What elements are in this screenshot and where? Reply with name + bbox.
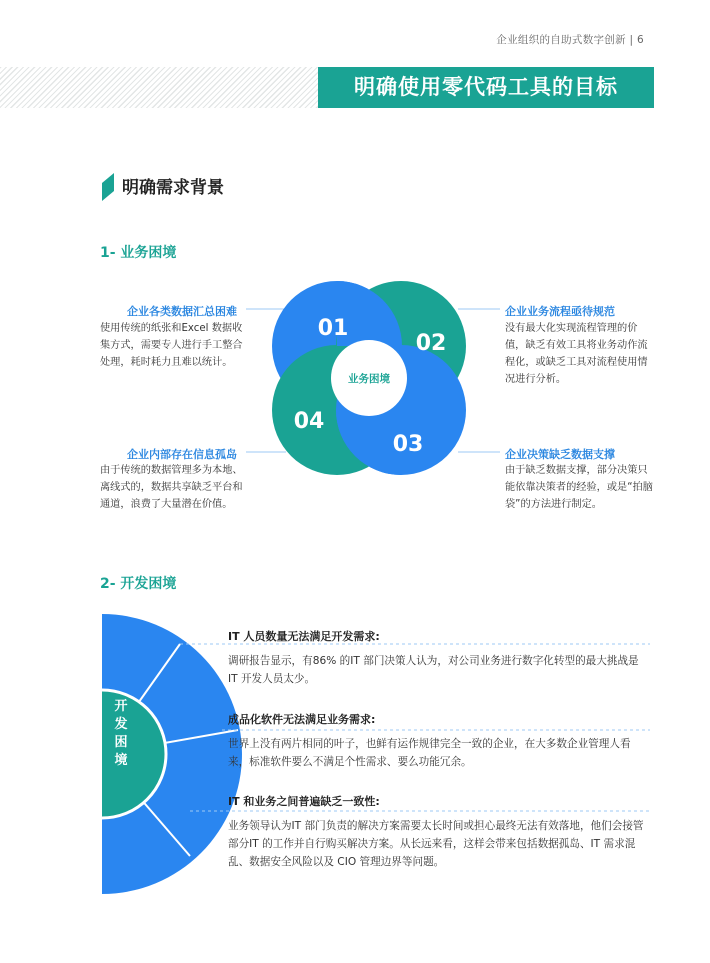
num-01: 01 xyxy=(317,316,349,341)
item-02-title: 企业业务流程亟待规范 xyxy=(505,305,615,318)
dev-item-3-title: IT 和业务之间普遍缺乏一致性: xyxy=(228,795,380,808)
banner-title: 明确使用零代码工具的目标 xyxy=(354,75,618,99)
dev-item-1-text: 调研报告显示，有86% 的IT 部门决策人认为，对公司业务进行数字化转型的最大挑战是IT 开发人员太少。 xyxy=(228,655,639,685)
item-02-text: 没有最大化实现流程管理的价值，缺乏有效工具将业务动作流程化，或缺乏工具对流程使用情况进行分析。 xyxy=(505,323,648,385)
num-03: 03 xyxy=(392,432,424,457)
center-label: 业务困境 xyxy=(348,373,390,385)
item-01-text: 使用传统的纸张和Excel 数据收集方式，需要专人进行手工整合处理，耗时耗力且难以统计。 xyxy=(100,323,243,368)
num-02: 02 xyxy=(415,331,447,356)
section-title: 明确需求背景 xyxy=(122,178,224,198)
svg-text:开: 开 xyxy=(114,699,128,714)
running-header: 企业组织的自助式数字创新 | 6 xyxy=(496,34,644,46)
item-03-title: 企业决策缺乏数据支撑 xyxy=(505,448,615,461)
dev-item-1-title: IT 人员数量无法满足开发需求: xyxy=(228,630,380,643)
svg-text:困: 困 xyxy=(114,735,128,750)
item-01-title: 企业各类数据汇总困难 xyxy=(127,305,237,318)
business-subtitle: 1- 业务困境 xyxy=(100,245,177,261)
svg-text:境: 境 xyxy=(114,753,128,768)
dev-item-2-title: 成品化软件无法满足业务需求: xyxy=(228,713,376,726)
item-04-text: 由于传统的数据管理多为本地、离线式的，数据共享缺乏平台和通道，浪费了大量潜在价值。 xyxy=(100,465,243,510)
development-subtitle: 2- 开发困境 xyxy=(100,576,177,592)
item-04-title: 企业内部存在信息孤岛 xyxy=(127,448,237,461)
num-04: 04 xyxy=(293,409,325,434)
dev-item-3-text: 业务领导认为IT 部门负责的解决方案需要太长时间或担心最终无法有效落地，他们会接管部分IT 的工作并自行购买解决方案。从长远来看，这样会带来包括数据孤岛、IT 需求混乱、数据安全风险以及 CIO 管理边界等问题。 xyxy=(228,820,644,868)
dev-item-2-text: 世界上没有两片相同的叶子，也鲜有运作规律完全一致的企业，在大多数企业管理人看来，标准软件要么不满足个性需求、要么功能冗余。 xyxy=(228,738,631,768)
svg-text:发: 发 xyxy=(114,717,128,732)
item-03-text: 由于缺乏数据支撑，部分决策只能依靠决策者的经验，或是“拍脑袋”的方法进行制定。 xyxy=(505,465,653,510)
